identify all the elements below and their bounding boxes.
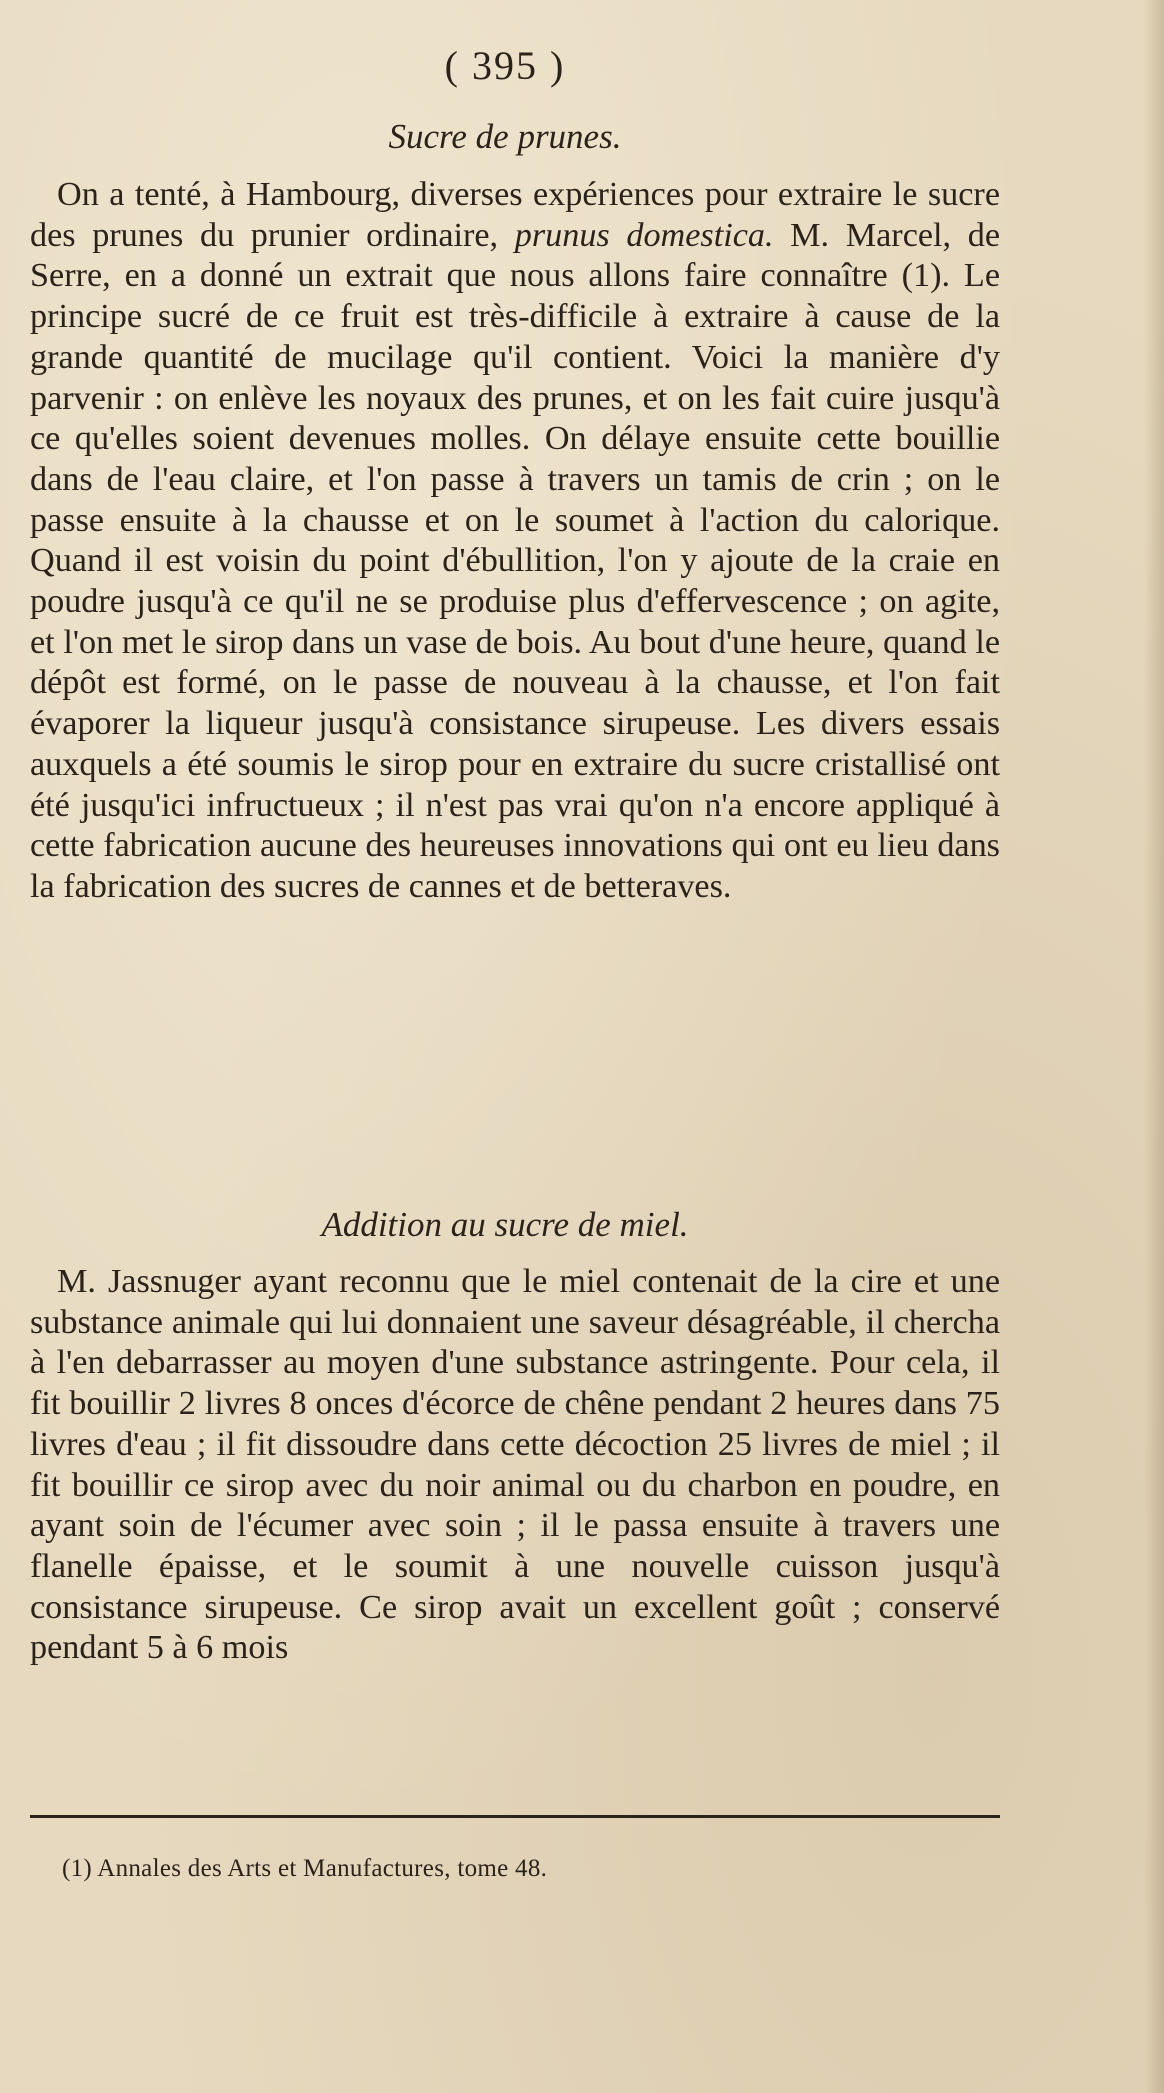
section-title-sucre-de-prunes: Sucre de prunes.	[388, 117, 622, 156]
footnote: (1) Annales des Arts et Manufactures, tome 48.	[62, 1855, 548, 1882]
italic-latin-term: prunus domestica.	[514, 216, 774, 254]
page-number: ( 395 )	[444, 43, 566, 88]
paragraph-text-rest: M. Marcel, de Serre, en a donné un extrait que nous allons faire connaître (1). Le principe sucré de ce fruit est très-difficile à extraire à cause de la grande quantité de mucilage qu'il contient. Voici la manière d'y parvenir : on enlève les noyaux des prunes, et on les fait cuire jusqu'à ce qu'elles soient devenues molles. On délaye ensuite cette bouillie dans de l'eau claire, et l'on passe à travers un tamis de crin ; on le passe ensuite à la chausse et on le soumet à l'action du calorique. Quand il est voisin du point d'ébullition, l'on y ajoute de la craie en poudre jusqu'à ce qu'il ne se produise plus d'effervescence ; on agite, et l'on met le sirop dans un vase de bois. Au bout d'une heure, quand le dépôt est formé, on le passe de nouveau à la chausse, et l'on fait évaporer la liqueur jusqu'à consistance sirupeuse. Les divers essais auxquels a été soumis le sirop pour en extraire du sucre cristallisé ont été jusqu'ici infructueux ; il n'est pas vrai qu'on n'a encore appliqué à cette fabrication aucune des heureuses innovations qui ont eu lieu dans la fabrication des sucres de cannes et de betteraves.	[30, 216, 1000, 905]
paragraph-text-start: On a tenté, à Hambourg, diverses expériences pour extraire le sucre des prunes du prunier ordinaire,	[30, 176, 1000, 254]
section-title-sucre-de-miel: Addition au sucre de miel.	[321, 1205, 689, 1244]
paragraph-sucre-de-prunes	[30, 175, 1000, 908]
footnote-divider	[30, 1815, 1000, 1818]
paragraph-sucre-de-miel: M. Jassnuger ayant reconnu que le miel contenait de la cire et une substance animale qui lui donnaient une saveur désagréable, il chercha à l'en debarrasser au moyen d'une substance astringente. Pour cela, il fit bouillir 2 livres 8 onces d'écorce de chêne pendant 2 heures dans 75 livres d'eau ; il fit dissoudre dans cette décoction 25 livres de miel ; il fit bouillir ce sirop avec du noir animal ou du charbon en poudre, en ayant soin de l'écumer avec soin ; il le passa ensuite à travers une flanelle épaisse, et le soumit à une nouvelle cuisson jusqu'à consistance sirupeuse. Ce sirop avait un excellent goût ; conservé pendant 5 à 6 mois	[30, 1263, 1000, 1667]
